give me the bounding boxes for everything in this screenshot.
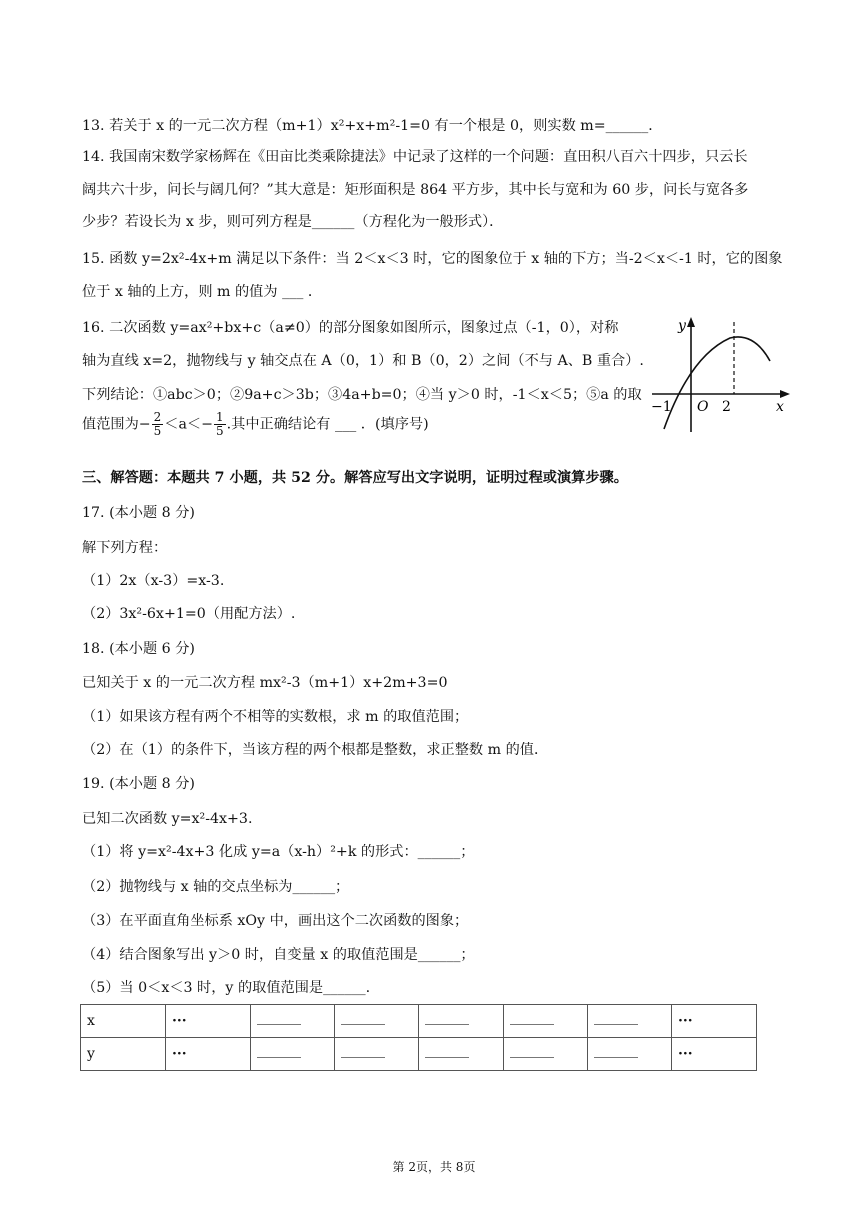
fraction-numerator: 1 — [216, 410, 224, 424]
fraction-denominator: 5 — [153, 424, 162, 438]
blank-cell[interactable] — [251, 1005, 335, 1038]
question-line: 15. 函数 y=2x²-4x+m 满足以下条件：当 2＜x＜3 时，它的图象位于 x 轴的下方；当-2＜x＜-1 时，它的图象 — [82, 251, 783, 267]
origin-label: O — [697, 399, 709, 415]
question-line: （3）在平面直角坐标系 xOy 中，画出这个二次函数的图象； — [82, 913, 469, 929]
fraction — [152, 411, 164, 438]
question-line: 已知关于 x 的一元二次方程 mx²-3（m+1）x+2m+3=0 — [82, 675, 448, 691]
ellipsis-cell: ··· — [166, 1038, 251, 1071]
question-line: 16. 二次函数 y=ax²+bx+c（a≠0）的部分图象如图所示，图象过点（-1，0），对称 — [82, 320, 619, 336]
ellipsis-cell: ··· — [672, 1038, 757, 1071]
question-line: （2）3x²-6x+1=0（用配方法）. — [82, 606, 296, 622]
table-row — [81, 1038, 757, 1071]
blank-cell[interactable] — [503, 1005, 587, 1038]
question-line: 14. 我国南宋数学家杨辉在《田亩比类乘除捷法》中记录了这样的一个问题：直田积八百六十四步，只云长 — [82, 149, 748, 165]
blank-cell[interactable] — [503, 1038, 587, 1071]
x-axis-arrow — [780, 390, 790, 398]
blank-cell[interactable] — [419, 1005, 503, 1038]
two-label: 2 — [722, 399, 731, 415]
parabola-curve — [664, 337, 770, 429]
row-label-x: x — [81, 1005, 166, 1038]
question-line: 19. (本小题 8 分) — [82, 776, 195, 792]
question-line: （1）如果该方程有两个不相等的实数根，求 m 的取值范围； — [82, 709, 469, 725]
blank-cell[interactable] — [419, 1038, 503, 1071]
question-line: （2）抛物线与 x 轴的交点坐标为______； — [82, 879, 350, 895]
ellipsis-cell: ··· — [672, 1005, 757, 1038]
blank-cell[interactable] — [335, 1005, 419, 1038]
section-heading: 三、解答题：本题共 7 小题，共 52 分。解答应写出文字说明，证明过程或演算步骤。 — [82, 470, 628, 486]
question-line: 阔共六十步，问长与阔几何？”其大意是：矩形面积是 864 平方步，其中长与宽和为 60 步，问长与宽各多 — [82, 182, 749, 198]
range-prefix: 值范围为− — [82, 416, 151, 433]
question-line: 少步？若设长为 x 步，则可列方程是______（方程化为一般形式）． — [82, 214, 504, 230]
minus-one-label: −1 — [651, 399, 672, 415]
question-line: 轴为直线 x=2，抛物线与 y 轴交点在 A（0，1）和 B（0，2）之间（不与 A、B 重合）. — [82, 353, 644, 369]
range-middle: ＜a＜− — [164, 416, 214, 433]
ellipsis-cell: ··· — [166, 1005, 251, 1038]
question-line: （4）结合图象写出 y＞0 时，自变量 x 的取值范围是______； — [82, 947, 475, 963]
fraction-denominator: 5 — [216, 424, 224, 438]
question-line: （2）在（1）的条件下，当该方程的两个根都是整数，求正整数 m 的值． — [82, 742, 549, 758]
question-line: 下列结论：①abc＞0；②9a+c＞3b；③4a+b=0；④当 y＞0 时，-1＜x＜5；⑤a 的取 — [82, 387, 642, 403]
range-suffix: .其中正确结论有 ___ ．(填序号) — [226, 416, 429, 433]
x-axis-label: x — [776, 399, 784, 415]
question-line: （1）2x（x-3）=x-3. — [82, 573, 225, 589]
question-line: 17. (本小题 8 分) — [82, 505, 195, 521]
blank-cell[interactable] — [587, 1038, 671, 1071]
question-line: （1）将 y=x²-4x+3 化成 y=a（x-h）²+k 的形式：______； — [82, 844, 475, 860]
question-line: 位于 x 轴的上方，则 m 的值为 ___ ． — [82, 284, 323, 300]
question-line: 已知二次函数 y=x²-4x+3. — [82, 811, 253, 827]
question-line: 13. 若关于 x 的一元二次方程（m+1）x²+x+m²-1=0 有一个根是 0，则实数 m=______． — [82, 118, 663, 134]
question-line: 18. (本小题 6 分) — [82, 641, 195, 657]
y-axis-label: y — [678, 318, 686, 334]
row-label-y: y — [81, 1038, 166, 1071]
q16-range-line — [82, 411, 429, 438]
question-line: 解下列方程： — [82, 540, 168, 556]
xy-value-table — [80, 1004, 757, 1071]
blank-cell[interactable] — [587, 1005, 671, 1038]
blank-cell[interactable] — [335, 1038, 419, 1071]
y-axis-arrow — [687, 317, 695, 327]
fraction-numerator: 2 — [153, 410, 162, 424]
table-row — [81, 1005, 757, 1038]
blank-cell[interactable] — [251, 1038, 335, 1071]
parabola-graph — [650, 314, 790, 434]
page-footer: 第 2页，共 8页 — [392, 1160, 476, 1174]
question-line: （5）当 0＜x＜3 时，y 的取值范围是______. — [82, 980, 371, 996]
fraction — [214, 411, 226, 438]
